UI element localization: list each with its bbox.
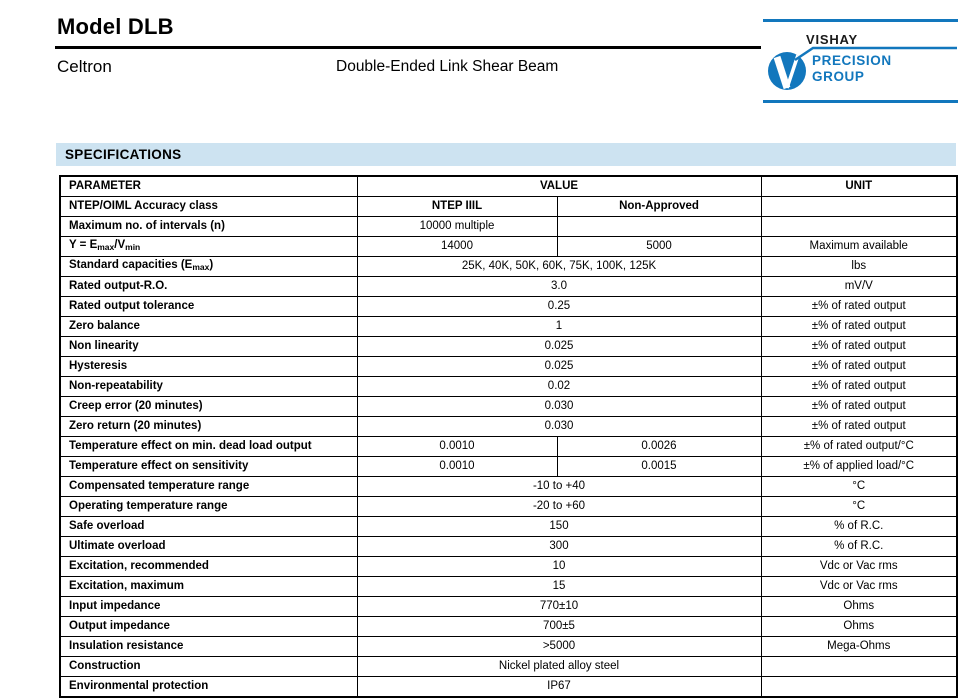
- parameter-cell: Zero balance: [60, 317, 357, 337]
- value-cell: 0.0010: [357, 457, 557, 477]
- parameter-cell: Ultimate overload: [60, 537, 357, 557]
- parameter-cell: Safe overload: [60, 517, 357, 537]
- unit-cell: [761, 217, 957, 237]
- parameter-cell: Standard capacities $(E_{max})$: [60, 257, 357, 277]
- table-row: [60, 497, 957, 517]
- unit-cell: Ohms: [761, 617, 957, 637]
- parameter-cell: Rated output-R.O.: [60, 277, 357, 297]
- unit-cell: Ohms: [761, 597, 957, 617]
- value-cell: 300: [357, 537, 761, 557]
- parameter-cell: Compensated temperature range: [60, 477, 357, 497]
- parameter-cell: Input impedance: [60, 597, 357, 617]
- table-row: [60, 677, 957, 698]
- parameter-cell: Rated output tolerance: [60, 297, 357, 317]
- value-cell: 0.0026: [557, 437, 761, 457]
- unit-cell: % of R.C.: [761, 537, 957, 557]
- parameter-cell: Zero return (20 minutes): [60, 417, 357, 437]
- unit-cell: ±% of rated output/°C: [761, 437, 957, 457]
- table-row: [60, 397, 957, 417]
- unit-cell: ±% of rated output: [761, 377, 957, 397]
- value-cell: IP67: [357, 677, 761, 698]
- value-cell: -20 to +60: [357, 497, 761, 517]
- unit-cell: Vdc or Vac rms: [761, 557, 957, 577]
- value-cell: 0.25: [357, 297, 761, 317]
- unit-cell: ±% of rated output: [761, 337, 957, 357]
- table-row: [60, 417, 957, 437]
- logo-precision-text: PRECISION: [812, 53, 892, 68]
- unit-cell: ±% of applied load/°C: [761, 457, 957, 477]
- unit-cell: % of R.C.: [761, 517, 957, 537]
- value-cell: 770±10: [357, 597, 761, 617]
- value-cell: 15: [357, 577, 761, 597]
- logo-group-text: GROUP: [812, 69, 865, 84]
- unit-cell: Maximum available: [761, 237, 957, 257]
- value-cell: 0.025: [357, 337, 761, 357]
- value-cell: 150: [357, 517, 761, 537]
- value-cell: 5000: [557, 237, 761, 257]
- value-cell: 25K, 40K, 50K, 60K, 75K, 100K, 125K: [357, 257, 761, 277]
- parameter-cell: Output impedance: [60, 617, 357, 637]
- table-row: [60, 437, 957, 457]
- table-row: [60, 477, 957, 497]
- table-row: [60, 537, 957, 557]
- parameter-cell: $Y = E_{max}/V_{min}$: [60, 237, 357, 257]
- logo-vishay-text: VISHAY: [806, 32, 859, 47]
- parameter-cell: Environmental protection: [60, 677, 357, 698]
- parameter-cell: Excitation, maximum: [60, 577, 357, 597]
- page-title: Model DLB: [57, 14, 174, 39]
- unit-cell: °C: [761, 477, 957, 497]
- parameter-cell: Temperature effect on sensitivity: [60, 457, 357, 477]
- column-header-unit: UNIT: [761, 176, 957, 197]
- table-row: [60, 237, 957, 257]
- value-cell: 0.02: [357, 377, 761, 397]
- value-cell: 0.030: [357, 397, 761, 417]
- value-cell: [557, 217, 761, 237]
- value-cell: 3.0: [357, 277, 761, 297]
- value-cell: Non-Approved: [557, 197, 761, 217]
- parameter-cell: Operating temperature range: [60, 497, 357, 517]
- value-cell: 10: [357, 557, 761, 577]
- table-row: [60, 517, 957, 537]
- table-row: [60, 217, 957, 237]
- table-row: [60, 297, 957, 317]
- unit-cell: ±% of rated output: [761, 357, 957, 377]
- parameter-cell: NTEP/OIML Accuracy class: [60, 197, 357, 217]
- parameter-cell: Non-repeatability: [60, 377, 357, 397]
- unit-cell: Vdc or Vac rms: [761, 577, 957, 597]
- parameter-cell: Excitation, recommended: [60, 557, 357, 577]
- vishay-precision-group-logo: [760, 8, 960, 118]
- value-cell: 10000 multiple: [357, 217, 557, 237]
- column-header-parameter: PARAMETER: [60, 176, 357, 197]
- unit-cell: ±% of rated output: [761, 417, 957, 437]
- value-cell: 0.0015: [557, 457, 761, 477]
- table-row: [60, 337, 957, 357]
- table-row: [60, 197, 957, 217]
- title-divider: [55, 46, 761, 49]
- parameter-cell: Maximum no. of intervals (n): [60, 217, 357, 237]
- table-row: [60, 557, 957, 577]
- table-row: [60, 637, 957, 657]
- parameter-cell: Insulation resistance: [60, 637, 357, 657]
- value-cell: 0.0010: [357, 437, 557, 457]
- value-cell: 700±5: [357, 617, 761, 637]
- specifications-section-header: [56, 143, 956, 166]
- table-row: [60, 317, 957, 337]
- table-row: [60, 617, 957, 637]
- table-row: [60, 597, 957, 617]
- parameter-cell: Non linearity: [60, 337, 357, 357]
- value-cell: -10 to +40: [357, 477, 761, 497]
- value-cell: 14000: [357, 237, 557, 257]
- unit-cell: Mega-Ohms: [761, 637, 957, 657]
- specifications-table: [59, 175, 958, 698]
- brand-name: Celtron: [57, 57, 112, 76]
- unit-cell: ±% of rated output: [761, 397, 957, 417]
- specifications-title: SPECIFICATIONS: [65, 147, 182, 162]
- value-cell: NTEP IIIL: [357, 197, 557, 217]
- value-cell: 0.030: [357, 417, 761, 437]
- value-cell: 1: [357, 317, 761, 337]
- product-subtitle: Double-Ended Link Shear Beam: [336, 58, 559, 75]
- unit-cell: °C: [761, 497, 957, 517]
- table-row: [60, 277, 957, 297]
- value-cell: >5000: [357, 637, 761, 657]
- unit-cell: lbs: [761, 257, 957, 277]
- table-row: [60, 377, 957, 397]
- value-cell: Nickel plated alloy steel: [357, 657, 761, 677]
- table-row: [60, 657, 957, 677]
- unit-cell: ±% of rated output: [761, 317, 957, 337]
- value-cell: 0.025: [357, 357, 761, 377]
- table-row: [60, 357, 957, 377]
- table-row: [60, 577, 957, 597]
- column-header-value: VALUE: [357, 176, 761, 197]
- table-row: [60, 257, 957, 277]
- unit-cell: mV/V: [761, 277, 957, 297]
- unit-cell: ±% of rated output: [761, 297, 957, 317]
- unit-cell: [761, 197, 957, 217]
- table-header-row: [60, 176, 957, 197]
- parameter-cell: Temperature effect on min. dead load output: [60, 437, 357, 457]
- parameter-cell: Hysteresis: [60, 357, 357, 377]
- unit-cell: [761, 657, 957, 677]
- table-row: [60, 457, 957, 477]
- parameter-cell: Construction: [60, 657, 357, 677]
- parameter-cell: Creep error (20 minutes): [60, 397, 357, 417]
- unit-cell: [761, 677, 957, 698]
